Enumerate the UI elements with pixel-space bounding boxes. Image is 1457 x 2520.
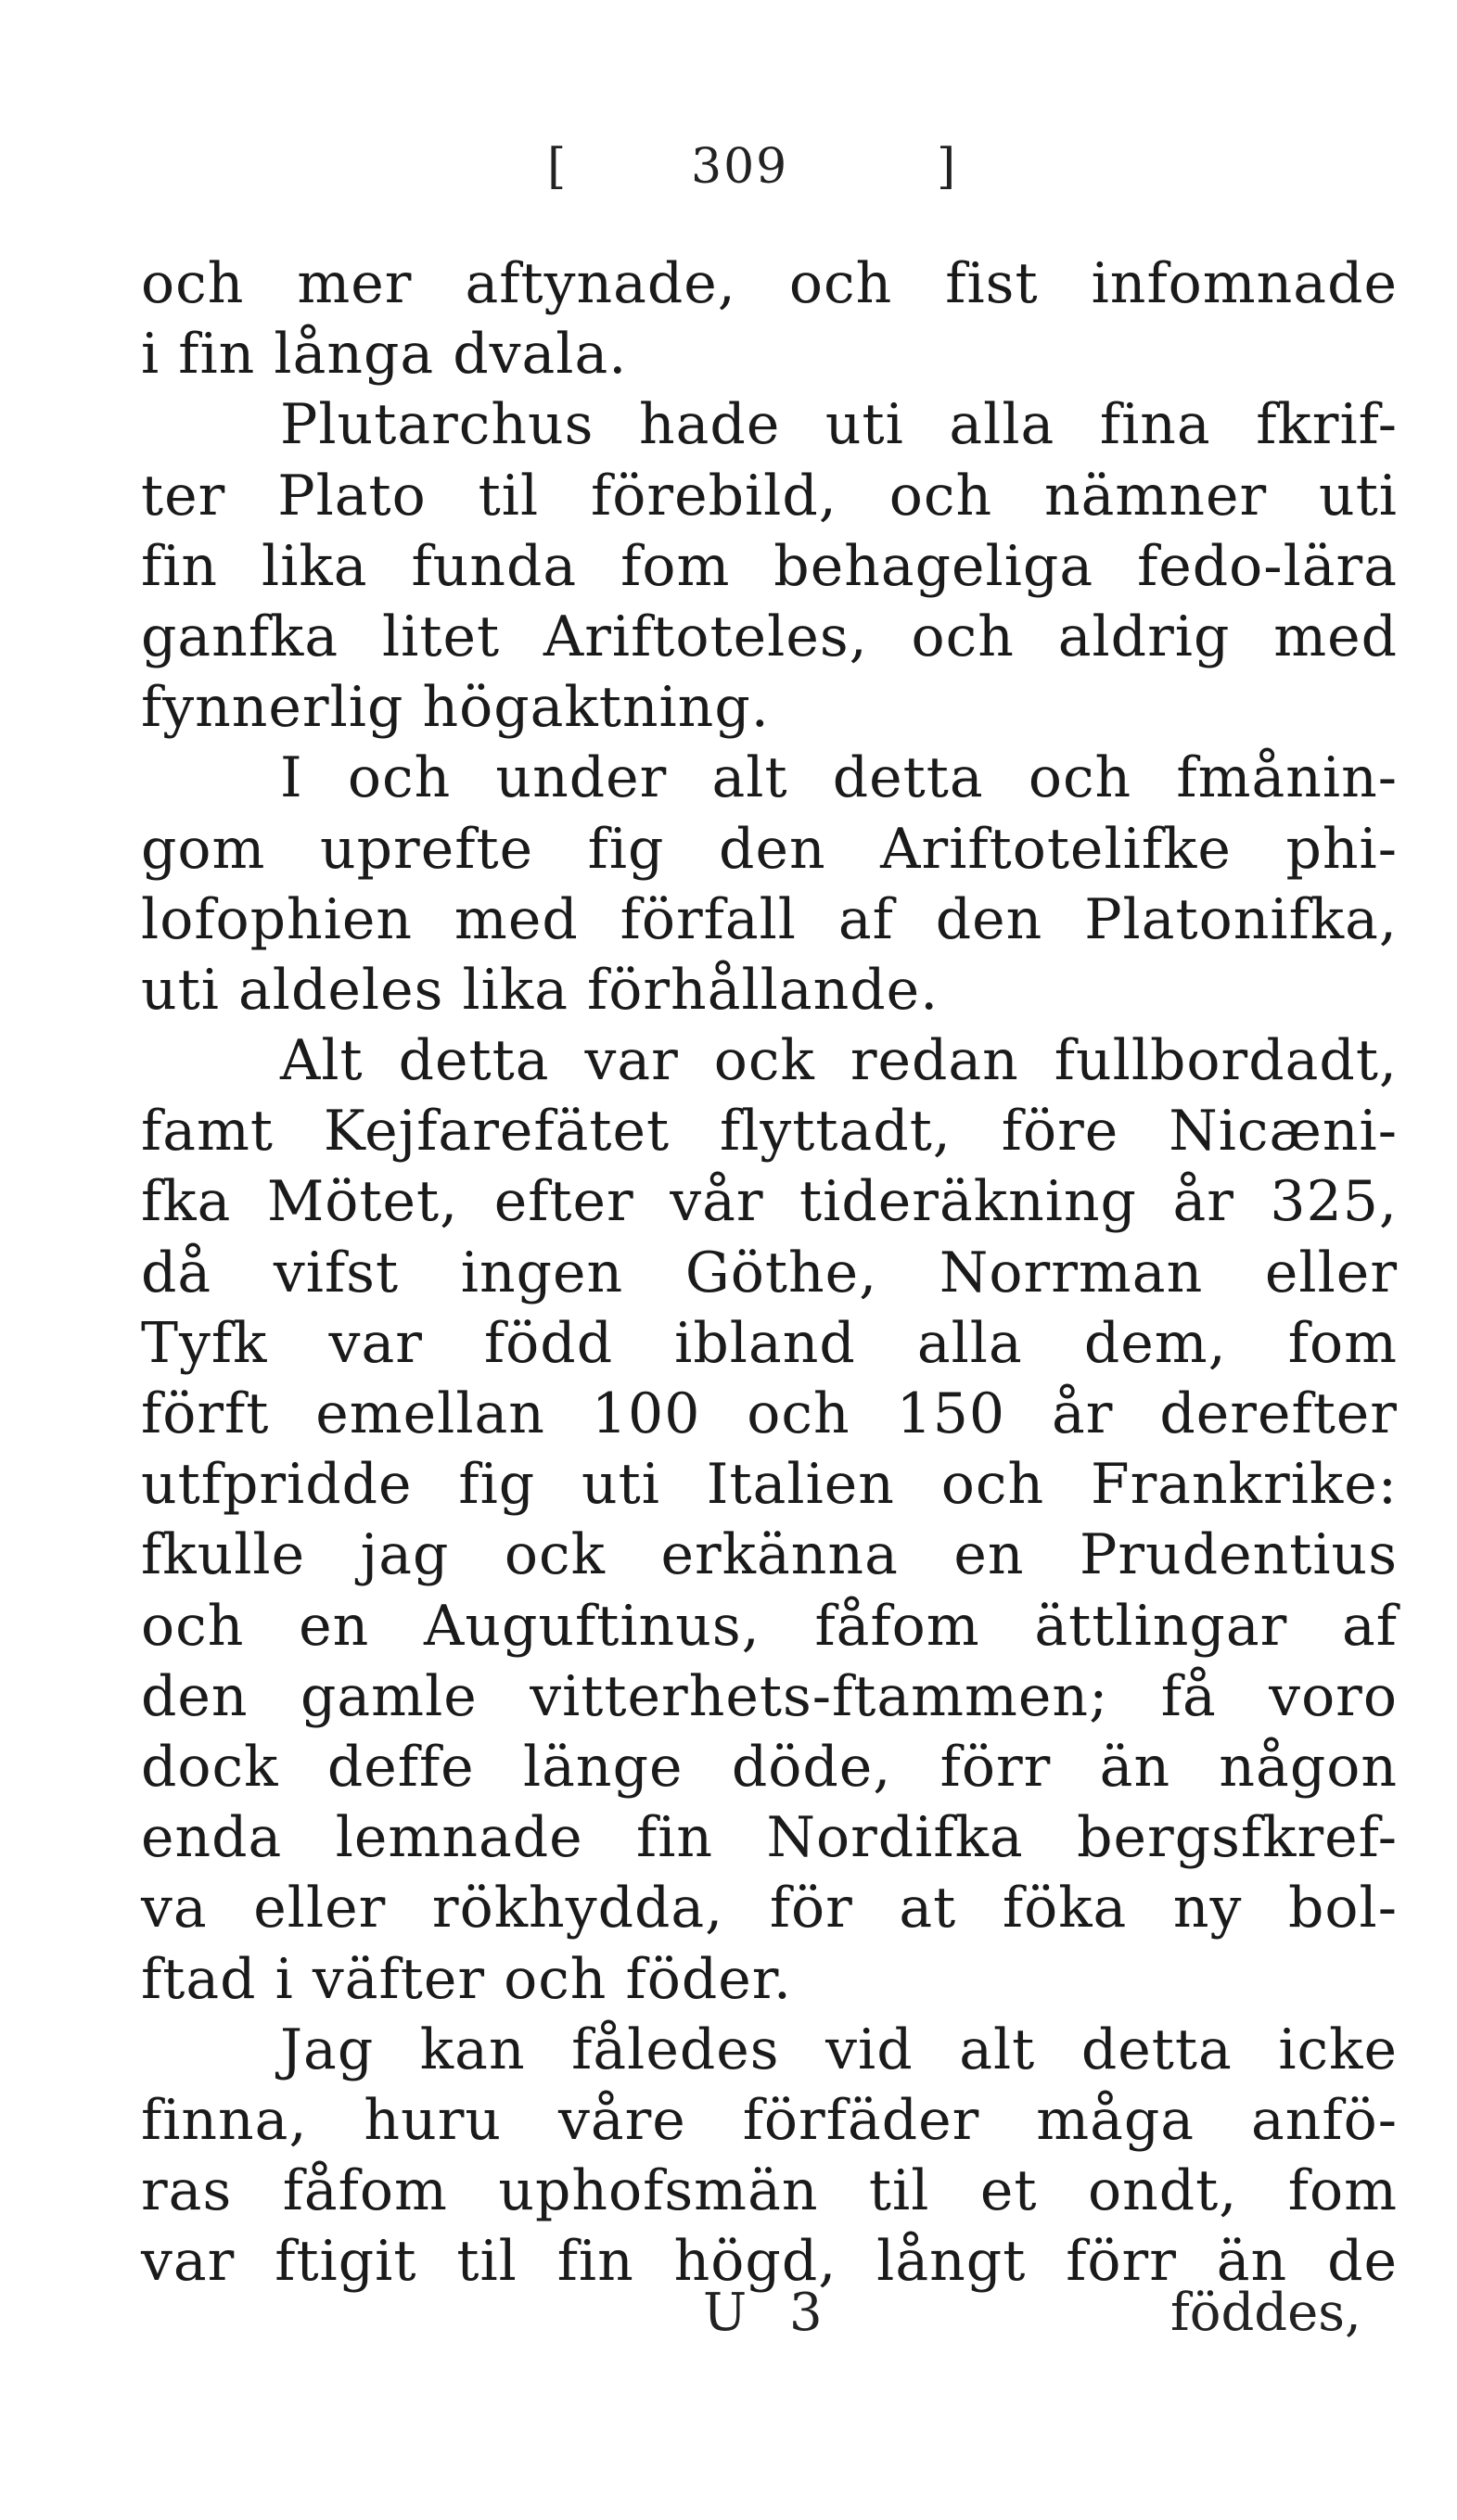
catchword: föddes, bbox=[1170, 2283, 1361, 2343]
text-line: fin lika funda fom behageliga fedo-lära bbox=[141, 533, 1398, 599]
text-line: utfpridde fig uti Italien och Frankrike: bbox=[141, 1452, 1398, 1518]
text-line: lofophien med förfall af den Platonifka, bbox=[141, 886, 1398, 952]
page-header bbox=[0, 139, 1457, 213]
text-line: förft emellan 100 och 150 år derefter bbox=[141, 1381, 1398, 1446]
text-line: finna, huru våre förfäder måga anfö- bbox=[141, 2087, 1398, 2153]
text-line: va eller rökhydda, för at föka ny bol- bbox=[141, 1876, 1398, 1941]
signature-mark: U 3 bbox=[703, 2283, 836, 2343]
text-line: gom uprefte fig den Ariftotelifke phi- bbox=[141, 816, 1398, 882]
text-line: var ftigit til fin högd, långt förr än de bbox=[141, 2229, 1398, 2295]
page-footer bbox=[0, 2283, 1457, 2357]
text-line: ftad i väfter och föder. bbox=[141, 1946, 792, 2012]
text-line: ganfka litet Ariftoteles, och aldrig med bbox=[141, 604, 1398, 669]
text-line: Plutarchus hade uti alla fina fkrif- bbox=[280, 392, 1398, 458]
text-line: Jag kan fåledes vid alt detta icke bbox=[280, 2017, 1398, 2082]
text-line: ras fåfom uphofsmän til et ondt, fom bbox=[141, 2158, 1398, 2224]
header-bracket-right: ] bbox=[937, 139, 958, 195]
text-line: enda lemnade fin Nordifka bergsfkref- bbox=[141, 1805, 1398, 1871]
text-line: fka Mötet, efter vår tideräkning år 325, bbox=[141, 1169, 1398, 1235]
page-number: 309 bbox=[691, 139, 789, 195]
text-line: den gamle vitterhets-ftammen; få voro bbox=[141, 1663, 1398, 1729]
text-line: ter Plato til förebild, och nämner uti bbox=[141, 463, 1398, 528]
text-line: fkulle jag ock erkänna en Prudentius bbox=[141, 1522, 1398, 1588]
text-line: dock deffe länge döde, förr än någon bbox=[141, 1734, 1398, 1800]
text-line: uti aldeles lika förhållande. bbox=[141, 957, 939, 1023]
text-line: fynnerlig högaktning. bbox=[141, 675, 770, 741]
text-line: och mer aftynade, och fist infomnade bbox=[141, 251, 1398, 316]
text-line: och en Auguftinus, fåfom ättlingar af bbox=[141, 1593, 1398, 1659]
text-line: då vifst ingen Göthe, Norrman eller bbox=[141, 1240, 1398, 1305]
body-text bbox=[141, 248, 1398, 2297]
text-line: Alt detta var ock redan fullbordadt, bbox=[280, 1028, 1398, 1094]
text-line: Tyfk var född ibland alla dem, fom bbox=[141, 1310, 1398, 1376]
text-line: I och under alt detta och fmånin- bbox=[280, 745, 1398, 811]
text-line: famt Kejfarefätet flyttadt, före Nicæni- bbox=[141, 1099, 1398, 1165]
header-bracket-left: [ bbox=[547, 139, 569, 195]
text-line: i fin långa dvala. bbox=[141, 322, 628, 388]
